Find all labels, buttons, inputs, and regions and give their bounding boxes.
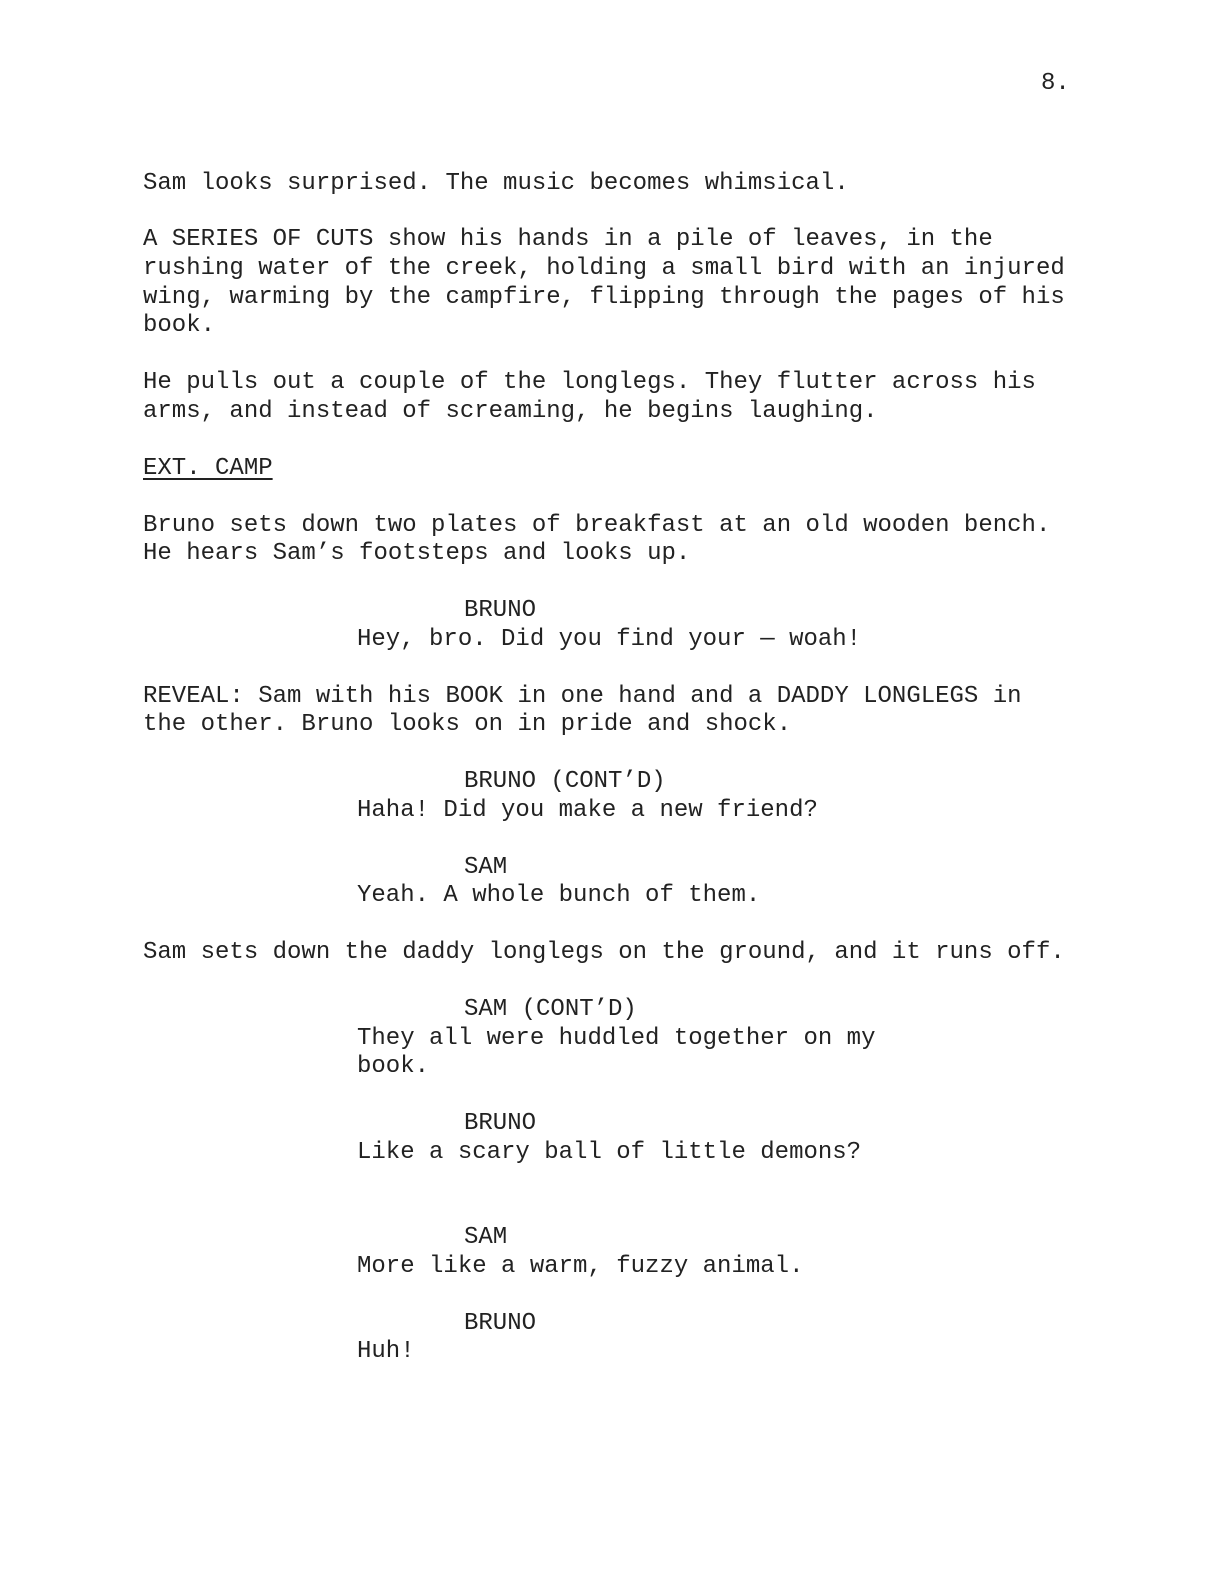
action-line: rushing water of the creek, holding a small bird with an injured <box>143 255 1065 282</box>
scene-heading: EXT. CAMP <box>143 455 273 482</box>
action-line: A SERIES OF CUTS show his hands in a pile of leaves, in the <box>143 226 993 253</box>
dialogue-line: Huh! <box>357 1338 415 1365</box>
dialogue-line: Haha! Did you make a new friend? <box>357 797 818 824</box>
dialogue-line: They all were huddled together on my <box>357 1025 876 1052</box>
character-name: BRUNO (CONT’D) <box>464 768 666 795</box>
action-line: book. <box>143 312 216 339</box>
dialogue-line: book. <box>357 1053 430 1080</box>
dialogue-line: Yeah. A whole bunch of them. <box>357 882 761 909</box>
dialogue-line: Hey, bro. Did you find your — woah! <box>357 626 862 653</box>
action-line: the other. Bruno looks on in pride and shock. <box>143 711 792 738</box>
action-line: wing, warming by the campfire, flipping through the pages of his <box>143 284 1065 311</box>
action-line: He hears Sam’s footsteps and looks up. <box>143 540 691 567</box>
character-name: BRUNO <box>464 597 537 624</box>
dialogue-line: More like a warm, fuzzy animal. <box>357 1253 804 1280</box>
action-line: Sam sets down the daddy longlegs on the ground, and it runs off. <box>143 939 1065 966</box>
character-name: BRUNO <box>464 1110 537 1137</box>
action-line: He pulls out a couple of the longlegs. They flutter across his <box>143 369 1036 396</box>
character-name: SAM (CONT’D) <box>464 996 637 1023</box>
action-line: REVEAL: Sam with his BOOK in one hand and a DADDY LONGLEGS in <box>143 683 1022 710</box>
action-line: Bruno sets down two plates of breakfast at an old wooden bench. <box>143 512 1051 539</box>
page-number: 8. <box>1041 70 1070 97</box>
action-line: Sam looks surprised. The music becomes whimsical. <box>143 170 849 197</box>
character-name: SAM <box>464 854 508 881</box>
character-name: SAM <box>464 1224 508 1251</box>
action-line: arms, and instead of screaming, he begins laughing. <box>143 398 878 425</box>
character-name: BRUNO <box>464 1310 537 1337</box>
dialogue-line: Like a scary ball of little demons? <box>357 1139 862 1166</box>
